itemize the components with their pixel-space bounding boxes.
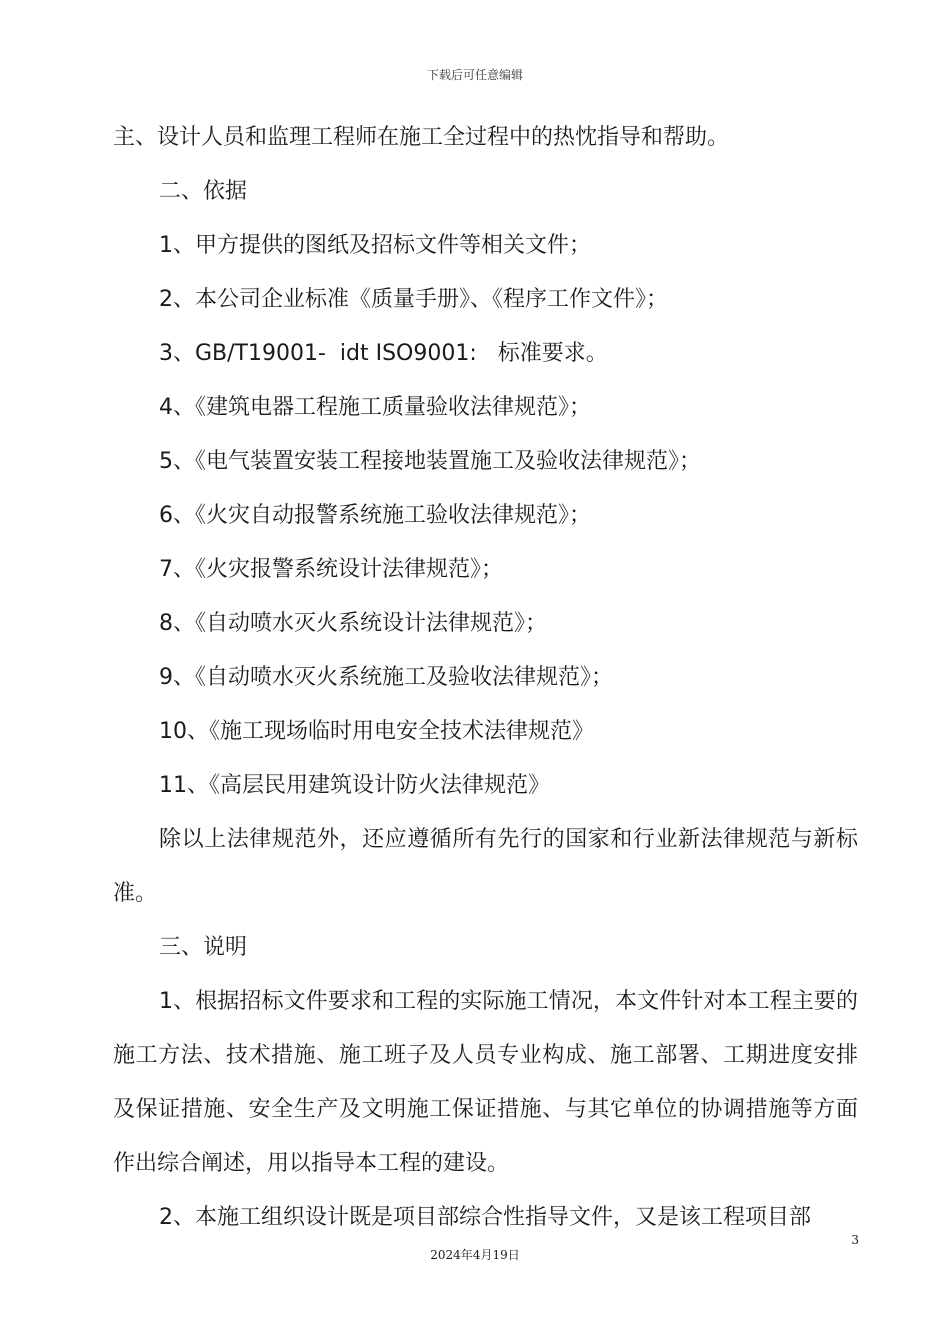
list-item: 6、《火灾自动报警系统施工验收法律规范》； xyxy=(159,503,591,528)
paragraph-explanation-2: 2、本施工组织设计既是项目部综合性指导文件，又是该工程项目部 xyxy=(159,1205,811,1230)
page-number: 3 xyxy=(851,1233,859,1247)
paragraph-explanation-1: 1、根据招标文件要求和工程的实际施工情况，本文件针对本工程主要的施工方法、技术措施、施工班子及人员专业构成、施工部署、工期进度安排及保证措施、安全生产及文明施工保证措施、与其它单位的协调措施等方面作出综合阐述，用以指导本工程的建设。 xyxy=(113,989,858,1176)
list-item: 8、《自动喷水灭火系统设计法律规范》； xyxy=(159,611,547,636)
list-item: 11、《高层民用建筑设计防火法律规范》 xyxy=(159,773,550,798)
list-item: 9、《自动喷水灭火系统施工及验收法律规范》； xyxy=(159,665,613,690)
list-item: 4、《建筑电器工程施工质量验收法律规范》； xyxy=(159,395,591,420)
list-item: 7、《火灾报警系统设计法律规范》； xyxy=(159,557,503,582)
section-heading-basis: 二、依据 xyxy=(159,179,248,204)
document-body xyxy=(113,111,858,1245)
list-item: 1、甲方提供的图纸及招标文件等相关文件； xyxy=(159,233,591,258)
page-footer-date: 2024年4月19日 xyxy=(430,1248,520,1262)
list-item: 10、《施工现场临时用电安全技术法律规范》 xyxy=(159,719,594,744)
list-item: 5、《电气装置安装工程接地装置施工及验收法律规范》； xyxy=(159,449,701,474)
section-heading-explanation: 三、说明 xyxy=(159,935,248,960)
list-item: 2、本公司企业标准《质量手册》、《程序工作文件》； xyxy=(159,287,668,312)
paragraph-continuation: 主、设计人员和监理工程师在施工全过程中的热忱指导和帮助。 xyxy=(113,125,730,150)
list-item: 3、GB/T19001- idt ISO9001: 标准要求。 xyxy=(159,341,608,366)
paragraph-standards-note: 除以上法律规范外，还应遵循所有先行的国家和行业新法律规范与新标准。 xyxy=(113,827,858,906)
page-header: 下载后可任意编辑 xyxy=(426,68,523,82)
